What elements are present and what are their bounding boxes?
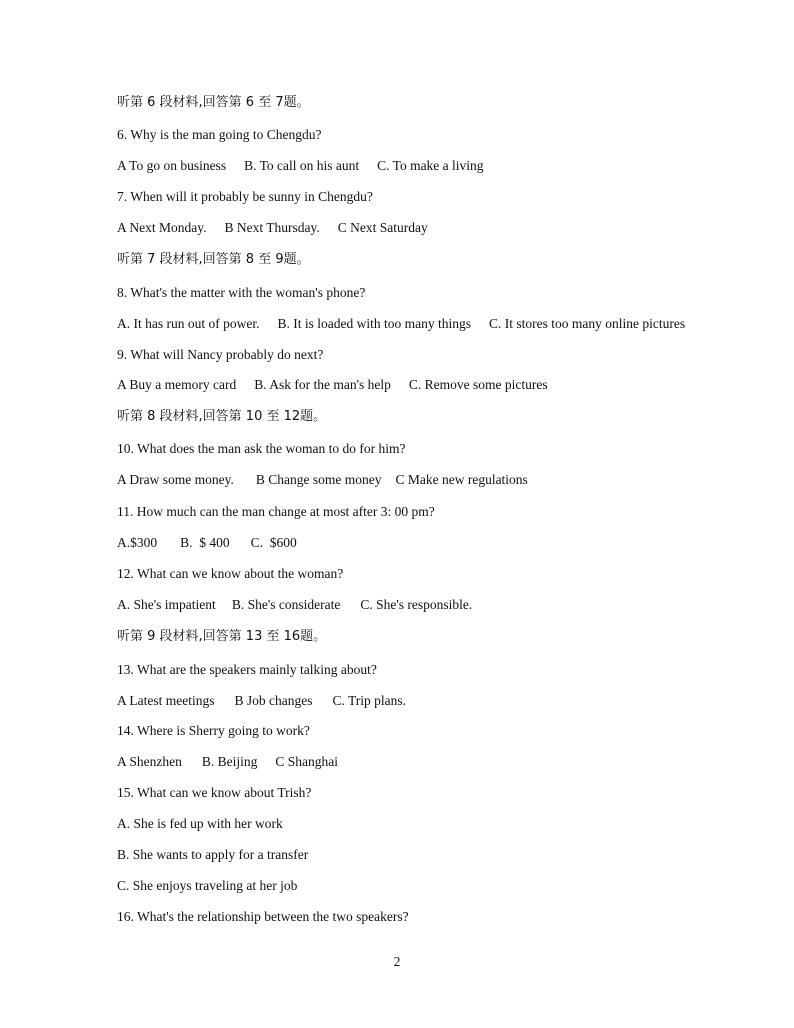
answer-options-row — [117, 754, 338, 770]
question-text: 10. What does the man ask the woman to do for him? — [117, 441, 406, 456]
answer-option: B. Beijing — [201, 754, 258, 769]
section-heading: 听第 6 段材料,回答第 6 至 7题。 — [117, 95, 310, 110]
answer-options-row — [117, 597, 472, 613]
section-heading: 听第 8 段材料,回答第 10 至 12题。 — [117, 409, 327, 424]
answer-option: C. Trip plans. — [332, 693, 407, 708]
answer-options-row — [117, 158, 484, 174]
answer-option: C Make new regulations — [395, 472, 528, 487]
answer-option: A Buy a memory card — [117, 377, 237, 392]
answer-option: A Shenzhen — [117, 754, 182, 769]
answer-option: C Shanghai — [275, 754, 339, 769]
answer-option: A Next Monday. — [117, 220, 207, 235]
page-number: 2 — [393, 954, 401, 969]
answer-option: B. Ask for the man's help — [254, 377, 391, 392]
answer-option: A.$300 — [117, 535, 158, 550]
answer-option: A To go on business — [117, 158, 227, 173]
answer-option: A. It has run out of power. — [117, 316, 260, 331]
answer-option: C. $600 — [250, 535, 297, 550]
question-text: 12. What can we know about the woman? — [117, 566, 344, 581]
answer-option: C. To make a living — [377, 158, 484, 173]
answer-option: B Job changes — [234, 693, 313, 708]
answer-option: C. She's responsible. — [360, 597, 473, 612]
question-text: 8. What's the matter with the woman's phone? — [117, 285, 366, 300]
section-heading: 听第 7 段材料,回答第 8 至 9题。 — [117, 252, 310, 267]
answer-option: B. To call on his aunt — [244, 158, 360, 173]
question-text: 9. What will Nancy probably do next? — [117, 347, 324, 362]
answer-option: C. Remove some pictures — [408, 377, 548, 392]
question-text: 15. What can we know about Trish? — [117, 785, 312, 800]
answer-options-row — [117, 220, 428, 236]
question-text: 7. When will it probably be sunny in Chengdu? — [117, 189, 373, 204]
question-text: 11. How much can the man change at most after 3: 00 pm? — [117, 504, 435, 519]
answer-option: A. She's impatient — [117, 597, 216, 612]
answer-option: C Next Saturday — [337, 220, 428, 235]
answer-options-row — [117, 535, 297, 551]
question-text: 14. Where is Sherry going to work? — [117, 723, 310, 738]
answer-options-row — [117, 316, 685, 332]
answer-options-row — [117, 377, 548, 393]
answer-option: B. It is loaded with too many things — [277, 316, 471, 331]
answer-option: A Latest meetings — [117, 693, 215, 708]
answer-option: A. She is fed up with her work — [117, 816, 283, 831]
answer-option: B Next Thursday. — [224, 220, 320, 235]
answer-option: C. It stores too many online pictures — [488, 316, 686, 331]
answer-option: B. She's considerate — [231, 597, 341, 612]
answer-options-row — [117, 693, 406, 709]
answer-option: B. She wants to apply for a transfer — [117, 847, 309, 862]
question-text: 6. Why is the man going to Chengdu? — [117, 127, 322, 142]
answer-option: B. $ 400 — [180, 535, 230, 550]
answer-option: C. She enjoys traveling at her job — [117, 878, 298, 893]
answer-option: A Draw some money. — [117, 472, 234, 487]
question-text: 13. What are the speakers mainly talking about? — [117, 662, 377, 677]
answer-options-row — [117, 472, 528, 488]
question-text: 16. What's the relationship between the two speakers? — [117, 909, 409, 924]
answer-option: B Change some money — [255, 472, 382, 487]
section-heading: 听第 9 段材料,回答第 13 至 16题。 — [117, 629, 327, 644]
